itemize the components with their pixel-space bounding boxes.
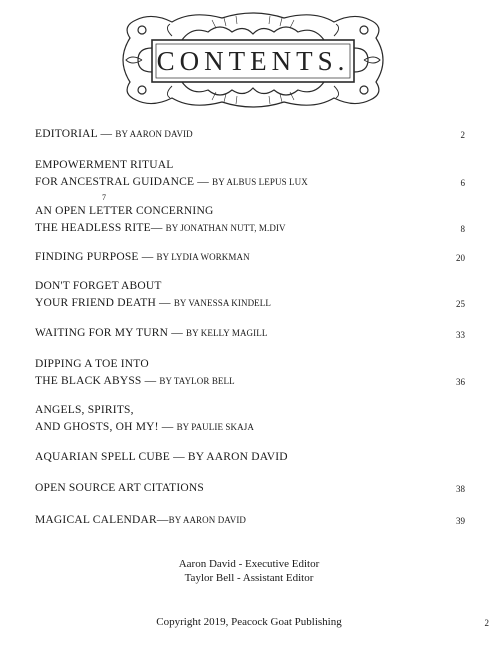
entry-line xyxy=(35,481,465,495)
entry-title: EMPOWERMENT RITUAL xyxy=(35,159,174,171)
assistant-editor: Taylor Bell - Assistant Editor xyxy=(184,572,314,584)
toc-entry[interactable] xyxy=(35,326,465,340)
entry-byline: BY VANESSA KINDELL xyxy=(173,298,271,308)
toc-entry[interactable] xyxy=(35,513,465,527)
entry-line xyxy=(35,175,465,189)
entry-line xyxy=(35,279,465,293)
editors-credit xyxy=(0,557,498,585)
toc-entry[interactable] xyxy=(35,127,465,141)
page-number: 2 xyxy=(484,618,489,628)
entry-title: FOR ANCESTRAL GUIDANCE — xyxy=(35,176,213,188)
entry-title: DON'T FORGET ABOUT xyxy=(35,280,162,292)
entry-byline: BY LYDIA WORKMAN xyxy=(156,252,250,262)
entry-title: AN OPEN LETTER CONCERNING xyxy=(35,205,214,217)
entry-line xyxy=(35,403,465,417)
entry-title: OPEN SOURCE ART CITATIONS xyxy=(35,482,204,494)
entry-page-number: 20 xyxy=(456,253,465,263)
page-title: CONTENTS. xyxy=(156,46,350,76)
entry-page-number: 33 xyxy=(456,330,465,340)
entry-title: AQUARIAN SPELL CUBE — BY AARON DAVID xyxy=(35,451,288,463)
entry-line xyxy=(35,296,465,310)
entry-title: DIPPING A TOE INTO xyxy=(35,358,149,370)
entry-title: THE HEADLESS RITE— xyxy=(35,222,166,234)
entry-page-number: 8 xyxy=(460,224,465,234)
entry-title: EDITORIAL — xyxy=(35,128,116,140)
entry-line xyxy=(35,158,465,172)
toc-entry[interactable] xyxy=(35,357,465,388)
toc-entry[interactable] xyxy=(35,481,465,495)
entry-line xyxy=(35,250,465,264)
entry-page-number: 39 xyxy=(456,516,465,526)
entry-page-number: 36 xyxy=(456,377,465,387)
entry-line xyxy=(35,204,465,218)
toc-entry[interactable] xyxy=(35,204,465,235)
entry-title: THE BLACK ABYSS — xyxy=(35,375,160,387)
entry-title: YOUR FRIEND DEATH — xyxy=(35,297,174,309)
entry-page-number: 6 xyxy=(460,178,465,188)
contents-banner xyxy=(112,8,394,112)
entry-title: AND GHOSTS, OH MY! — xyxy=(35,421,177,433)
copyright-notice: Copyright 2019, Peacock Goat Publishing xyxy=(156,616,342,628)
toc-entry[interactable] xyxy=(35,158,465,189)
entry-line xyxy=(35,374,465,388)
stray-mark: 7 xyxy=(102,193,106,202)
toc-entry[interactable] xyxy=(35,279,465,310)
entry-title: ANGELS, SPIRITS, xyxy=(35,404,134,416)
entry-title: FINDING PURPOSE — xyxy=(35,251,157,263)
entry-line xyxy=(35,221,465,235)
toc-entry[interactable] xyxy=(35,250,465,264)
entry-byline: BY KELLY MAGILL xyxy=(186,328,268,338)
entry-page-number: 25 xyxy=(456,299,465,309)
entry-title: WAITING FOR MY TURN — xyxy=(35,327,187,339)
entry-byline: BY AARON DAVID xyxy=(115,129,193,139)
entry-byline: BY JONATHAN NUTT, M.DIV xyxy=(165,223,286,233)
toc-entry[interactable] xyxy=(35,450,465,464)
entry-byline: BY ALBUS LEPUS LUX xyxy=(212,177,308,187)
entry-byline: BY AARON DAVID xyxy=(168,515,247,525)
entry-page-number: 38 xyxy=(456,484,465,494)
executive-editor: Aaron David - Executive Editor xyxy=(178,558,320,570)
entry-line xyxy=(35,127,465,141)
entry-page-number: 2 xyxy=(460,130,465,140)
entry-byline: BY PAULIE SKAJA xyxy=(176,422,254,432)
entry-byline: BY TAYLOR BELL xyxy=(159,376,235,386)
entry-line xyxy=(35,420,465,434)
toc-entry[interactable] xyxy=(35,403,465,434)
entry-line xyxy=(35,326,465,340)
entry-title: MAGICAL CALENDAR— xyxy=(35,514,169,526)
entry-line xyxy=(35,357,465,371)
entry-line xyxy=(35,513,465,527)
entry-line xyxy=(35,450,465,464)
